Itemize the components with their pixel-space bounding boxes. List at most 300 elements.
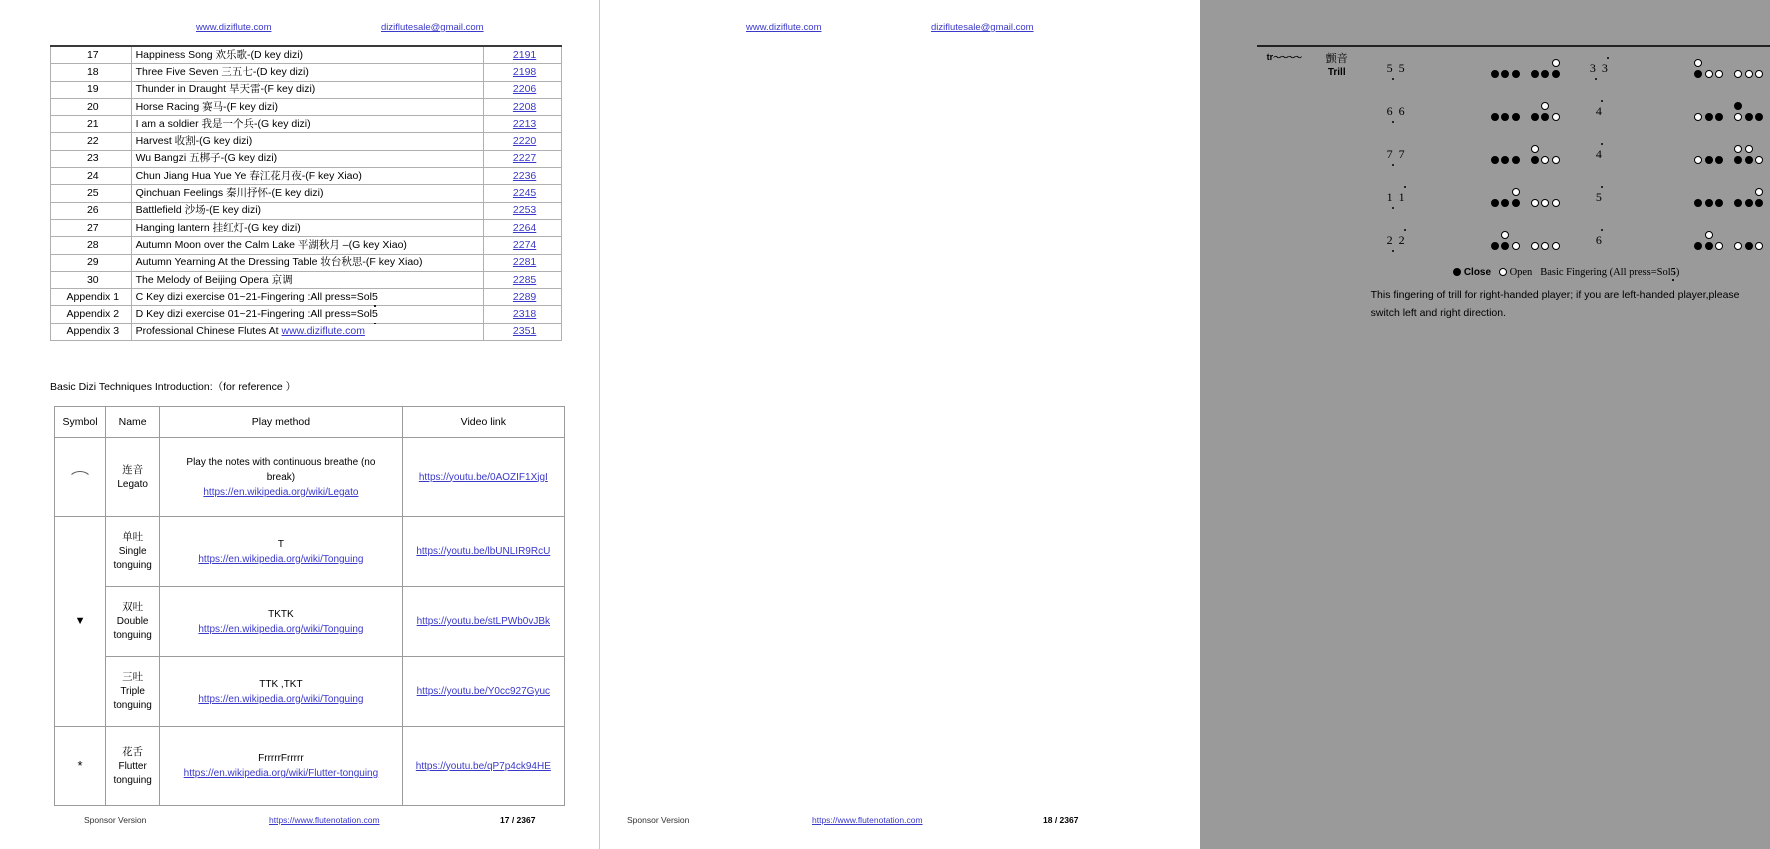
contents-row-page	[484, 98, 562, 115]
hole-4	[1531, 113, 1539, 121]
contents-row-title: Harvest 收割-(G key dizi)	[131, 133, 484, 150]
page-left	[0, 0, 599, 849]
techniques-header-row	[55, 407, 565, 438]
hole-6	[1755, 188, 1763, 196]
note-label-right	[1566, 219, 1637, 262]
hole-2	[1705, 102, 1713, 110]
technique-method-cell	[160, 438, 402, 517]
fingering-diagram-wrap	[1435, 59, 1560, 78]
contents-row-page	[484, 202, 562, 219]
hole-3	[1512, 145, 1520, 153]
technique-name-cn: 三吐	[122, 671, 144, 683]
contents-row-number: 19	[51, 81, 132, 98]
contents-title-dotted-numeral: 5	[371, 290, 378, 303]
table-row	[51, 98, 562, 115]
hole-group-right	[1734, 156, 1763, 164]
hole-5	[1745, 70, 1753, 78]
fingering-upper-row	[1694, 145, 1763, 154]
asterisk-icon	[55, 727, 106, 806]
technique-video-link[interactable]: https://youtu.be/Y0cc927Gyuc	[416, 686, 551, 697]
technique-method-link[interactable]: https://en.wikipedia.org/wiki/Tonguing	[198, 623, 364, 635]
contents-row-page	[484, 219, 562, 236]
hole-group-right	[1531, 242, 1560, 250]
fingering-upper-row	[1694, 188, 1763, 197]
table-row	[51, 306, 562, 323]
hole-2	[1705, 231, 1713, 239]
contents-page-link[interactable]: 2206	[512, 83, 537, 96]
contents-page-link[interactable]: 2220	[512, 135, 537, 148]
fingering-upper-row	[1491, 145, 1560, 154]
hole-4	[1734, 231, 1742, 239]
hole-group-left	[1491, 145, 1520, 154]
hole-2	[1501, 113, 1509, 121]
note-high-octave: 1	[1398, 189, 1411, 204]
hole-4	[1531, 199, 1539, 207]
technique-video-cell	[402, 438, 564, 517]
contents-page-link[interactable]: 2253	[512, 204, 537, 217]
fingering-upper-row	[1491, 231, 1560, 240]
open-hole-icon	[1499, 268, 1507, 276]
hole-group-gap	[1520, 59, 1531, 68]
hole-5	[1541, 242, 1549, 250]
hole-6	[1552, 102, 1560, 110]
hole-5	[1541, 188, 1549, 196]
contents-page-link[interactable]: 2264	[512, 221, 537, 234]
page-header	[0, 22, 599, 36]
contents-table	[50, 45, 562, 341]
hole-group-gap	[1723, 231, 1734, 240]
contents-title-text: D Key dizi exercise 01~21-Fingering :All press=Sol	[135, 308, 372, 321]
table-row	[51, 289, 562, 306]
contents-page-link[interactable]: 2191	[512, 48, 537, 61]
technique-method-cell	[160, 657, 402, 727]
fingering-diagram-wrap	[1638, 231, 1763, 250]
trill-symbol-cell	[1258, 46, 1311, 328]
fingering-main-row	[1694, 113, 1763, 121]
contents-page-link[interactable]: 2289	[512, 290, 537, 303]
note-label-left	[1363, 176, 1434, 219]
hole-group-right	[1734, 231, 1763, 240]
hole-3	[1715, 102, 1723, 110]
hole-4	[1734, 156, 1742, 164]
fingering-main-row	[1694, 199, 1763, 207]
technique-method-link[interactable]: https://en.wikipedia.org/wiki/Flutter-tonguing	[183, 768, 379, 779]
contents-row-number: 21	[51, 116, 132, 133]
hole-group-gap	[1520, 145, 1531, 154]
technique-name-cn: 花舌	[122, 745, 144, 758]
hole-group-gap	[1723, 145, 1734, 154]
hole-group-right	[1531, 102, 1560, 111]
header-website-link[interactable]: www.diziflute.com	[196, 22, 272, 33]
contents-row-number: 30	[51, 271, 132, 288]
note-low-octave: 3	[1589, 60, 1602, 75]
hole-1	[1491, 113, 1499, 121]
note-high-octave: 6	[1398, 103, 1411, 118]
hole-group-left	[1694, 113, 1723, 121]
hole-6	[1755, 145, 1763, 153]
hole-group-right	[1734, 113, 1763, 121]
contents-title-text: C Key dizi exercise 01~21-Fingering :All press=Sol	[135, 290, 372, 303]
hole-group-gap	[1520, 102, 1531, 111]
hole-4	[1734, 199, 1742, 207]
contents-row-number: 27	[51, 219, 132, 236]
hole-4	[1531, 231, 1539, 239]
technique-video-cell	[402, 657, 564, 727]
handedness-note-line-1: This fingering of trill for right-handed player; if you are left-handed player,please	[1370, 289, 1740, 301]
table-row	[55, 587, 565, 657]
hole-6	[1755, 242, 1763, 250]
table-row	[51, 323, 562, 340]
table-row	[51, 254, 562, 271]
contents-row-number: Appendix 2	[51, 306, 132, 323]
header-email-link[interactable]: diziflutesale@gmail.com	[931, 22, 1034, 33]
th-name: Name	[106, 407, 160, 438]
hole-1	[1694, 59, 1702, 67]
hole-group-left	[1491, 242, 1520, 250]
hole-1	[1491, 102, 1499, 110]
contents-row-number: 17	[51, 46, 132, 64]
technique-method-link[interactable]: https://en.wikipedia.org/wiki/Tonguing	[198, 553, 364, 565]
hole-group-left	[1491, 231, 1520, 240]
hole-4	[1734, 59, 1742, 67]
fingering-diagram-right	[1637, 176, 1769, 219]
hole-2	[1705, 59, 1713, 67]
hole-6	[1552, 59, 1560, 67]
hole-2	[1501, 242, 1509, 250]
note-high-octave: 6	[1595, 232, 1608, 247]
hole-1	[1694, 231, 1702, 239]
hole-5	[1745, 145, 1753, 153]
contents-row-number: 26	[51, 202, 132, 219]
note-high-octave: 4	[1595, 103, 1608, 118]
legato-slur-icon	[55, 438, 106, 517]
hole-4	[1531, 242, 1539, 250]
contents-row-page	[484, 116, 562, 133]
technique-method-link[interactable]: https://en.wikipedia.org/wiki/Legato	[203, 486, 359, 498]
legend-close-label: Close	[1463, 266, 1492, 278]
hole-group-right	[1734, 70, 1763, 78]
fingering-main-row	[1491, 242, 1560, 250]
contents-row-page	[484, 271, 562, 288]
note-high-octave: 7	[1398, 146, 1411, 161]
hole-group-right	[1734, 199, 1763, 207]
fingering-upper-row	[1491, 102, 1560, 111]
handedness-note-line-2: switch left and right direction.	[1370, 307, 1507, 319]
fingering-diagram-wrap	[1638, 188, 1763, 207]
hole-6	[1552, 188, 1560, 196]
footer-sponsor-label: Sponsor Version	[84, 815, 147, 825]
hole-group-right	[1734, 188, 1763, 197]
hole-5	[1745, 199, 1753, 207]
technique-name-cell	[106, 587, 160, 657]
hole-1	[1694, 156, 1702, 164]
technique-video-cell	[402, 587, 564, 657]
hole-4	[1734, 113, 1742, 121]
hole-5	[1541, 113, 1549, 121]
table-row	[1258, 46, 1770, 90]
contents-row-title: The Melody of Beijing Opera 京调	[131, 271, 484, 288]
contents-page-link[interactable]: 2318	[512, 308, 537, 321]
hole-group-right	[1531, 145, 1560, 154]
hole-6	[1755, 231, 1763, 239]
header-website-link[interactable]: www.diziflute.com	[746, 22, 822, 33]
fingering-diagram-wrap	[1435, 188, 1560, 207]
technique-name-en: Flutter	[118, 760, 147, 772]
technique-video-link[interactable]: https://youtu.be/stLPWb0vJBk	[416, 616, 551, 627]
contents-title-text: Professional Chinese Flutes At	[135, 325, 282, 338]
hole-6	[1755, 70, 1763, 78]
note-low-octave: 1	[1386, 189, 1399, 204]
note-low-octave: 2	[1386, 232, 1399, 247]
hole-1	[1491, 242, 1499, 250]
contents-row-title	[131, 306, 484, 323]
hole-1	[1694, 242, 1702, 250]
page-right	[599, 0, 1740, 849]
hole-3	[1512, 113, 1520, 121]
table-row	[51, 64, 562, 81]
fingering-diagram-right	[1637, 46, 1769, 90]
contents-page-link[interactable]: 2351	[512, 325, 537, 338]
contents-row-page	[484, 323, 562, 340]
contents-row-number: 20	[51, 98, 132, 115]
note-label-right	[1566, 176, 1637, 219]
hole-group-left	[1694, 242, 1723, 250]
hole-3	[1715, 113, 1723, 121]
contents-row-title: Horse Racing 赛马-(F key dizi)	[131, 98, 484, 115]
technique-method-link[interactable]: https://en.wikipedia.org/wiki/Tonguing	[198, 693, 364, 705]
th-video-link: Video link	[402, 407, 564, 438]
hole-6	[1552, 70, 1560, 78]
technique-method-cell	[160, 727, 402, 806]
fingering-legend	[1363, 262, 1769, 283]
footer-sponsor-label: Sponsor Version	[627, 815, 690, 825]
hole-group-left	[1694, 145, 1723, 154]
fingering-handedness-note	[1363, 283, 1769, 328]
fingering-diagram-wrap	[1435, 231, 1560, 250]
table-row	[51, 46, 562, 64]
note-label-right	[1566, 46, 1637, 90]
technique-method-text: T	[277, 538, 284, 550]
hole-2	[1705, 145, 1713, 153]
contents-row-number: 23	[51, 150, 132, 167]
technique-video-cell	[402, 727, 564, 806]
contents-row-title: Three Five Seven 三五七-(D key dizi)	[131, 64, 484, 81]
hole-group-left	[1694, 102, 1723, 111]
trill-name-cell	[1310, 46, 1363, 328]
hole-group-left	[1491, 113, 1520, 121]
hole-6	[1755, 113, 1763, 121]
technique-method-text: FrrrrrFrrrrr	[258, 753, 304, 764]
fingering-main-row	[1491, 199, 1560, 207]
footer-page-number: 18 / 2367	[1043, 815, 1079, 825]
hole-1	[1694, 199, 1702, 207]
hole-5	[1745, 231, 1753, 239]
technique-method-text-2: break)	[266, 471, 296, 483]
note-label-right	[1566, 90, 1637, 133]
hole-2	[1501, 199, 1509, 207]
hole-1	[1694, 102, 1702, 110]
trill-tr-label: tr	[1266, 52, 1274, 62]
hole-2	[1705, 113, 1713, 121]
contents-page-link[interactable]: 2208	[512, 100, 537, 113]
contents-row-number: 29	[51, 254, 132, 271]
hole-5	[1541, 145, 1549, 153]
technique-name-cell	[106, 438, 160, 517]
technique-name-cell	[106, 657, 160, 727]
contents-page-link[interactable]: 2227	[512, 152, 537, 165]
fingering-diagram-left	[1434, 133, 1566, 176]
hole-group-right	[1531, 156, 1560, 164]
footer-site-link[interactable]: https://www.flutenotation.com	[269, 815, 380, 825]
footer-site-link[interactable]: https://www.flutenotation.com	[812, 815, 923, 825]
hole-2	[1501, 156, 1509, 164]
table-row	[51, 271, 562, 288]
hole-3	[1715, 199, 1723, 207]
technique-name-en-2: tonguing	[113, 700, 152, 711]
hole-6	[1552, 145, 1560, 153]
contents-row-page	[484, 64, 562, 81]
hole-group-left	[1491, 59, 1520, 68]
table-row	[51, 185, 562, 202]
hole-1	[1491, 156, 1499, 164]
hole-group-gap	[1723, 59, 1734, 68]
contents-row-title: Chun Jiang Hua Yue Ye 春江花月夜-(F key Xiao)	[131, 168, 484, 185]
table-row	[55, 517, 565, 587]
contents-row-page	[484, 289, 562, 306]
technique-name-en: Legato	[117, 478, 148, 490]
note-label-left	[1363, 46, 1434, 90]
hole-group-left	[1491, 102, 1520, 111]
hole-5	[1745, 242, 1753, 250]
hole-2	[1501, 188, 1509, 196]
contents-page-link[interactable]: 2236	[512, 169, 537, 182]
fingering-main-row	[1694, 242, 1763, 250]
hole-2	[1501, 70, 1509, 78]
hole-group-left	[1491, 199, 1520, 207]
table-row	[51, 133, 562, 150]
technique-method-cell	[160, 587, 402, 657]
fingering-diagram-right	[1637, 90, 1769, 133]
contents-row-number: 25	[51, 185, 132, 202]
note-low-octave: 6	[1386, 103, 1399, 118]
technique-name-en: Double	[116, 616, 149, 627]
hole-5	[1541, 59, 1549, 67]
table-row	[51, 168, 562, 185]
technique-name-en-2: tonguing	[113, 560, 152, 571]
fingering-diagram-left	[1434, 219, 1566, 262]
contents-row-title: Battlefield 沙场-(E key dizi)	[131, 202, 484, 219]
hole-6	[1552, 242, 1560, 250]
hole-6	[1755, 59, 1763, 67]
hole-group-left	[1694, 70, 1723, 78]
table-row	[55, 657, 565, 727]
technique-name-cn: 连音	[122, 463, 144, 476]
contents-page-link[interactable]: 2213	[512, 117, 537, 130]
techniques-table	[54, 406, 565, 806]
hole-1	[1694, 113, 1702, 121]
hole-3	[1512, 231, 1520, 239]
table-row	[51, 116, 562, 133]
contents-row-page	[484, 306, 562, 323]
contents-row-number: Appendix 1	[51, 289, 132, 306]
trill-name-en: Trill	[1327, 67, 1346, 78]
contents-title-link[interactable]: www.diziflute.com	[281, 325, 365, 338]
fingering-diagram-wrap	[1435, 145, 1560, 164]
technique-name-cell	[106, 517, 160, 587]
contents-page-link[interactable]: 2198	[512, 65, 537, 78]
fingering-main-row	[1694, 70, 1763, 78]
hole-6	[1755, 156, 1763, 164]
hole-3	[1715, 70, 1723, 78]
contents-row-number: 22	[51, 133, 132, 150]
fingering-diagram-left	[1434, 46, 1566, 90]
hole-5	[1745, 113, 1753, 121]
fingering-diagram-wrap	[1638, 145, 1763, 164]
fingering-main-row	[1491, 113, 1560, 121]
hole-6	[1552, 113, 1560, 121]
hole-group-right	[1531, 113, 1560, 121]
note-high-octave: 3	[1601, 60, 1614, 75]
technique-name-cell	[106, 727, 160, 806]
technique-name-en-2: tonguing	[113, 774, 152, 786]
hole-3	[1715, 231, 1723, 239]
hole-1	[1491, 188, 1499, 196]
hole-3	[1512, 59, 1520, 67]
technique-name-cn: 双吐	[122, 601, 144, 613]
header-email-link[interactable]: diziflutesale@gmail.com	[381, 22, 484, 33]
note-high-octave: 5	[1595, 189, 1608, 204]
contents-row-number: 24	[51, 168, 132, 185]
fingering-upper-row	[1491, 188, 1560, 197]
contents-row-page	[484, 150, 562, 167]
technique-video-link[interactable]: https://youtu.be/0AOZIF1XjgI	[418, 471, 548, 483]
page-footer-right	[600, 815, 1200, 829]
contents-row-page	[484, 185, 562, 202]
technique-method-text: TKTK	[268, 608, 294, 620]
triangle-down-glyph: ▼	[74, 615, 86, 627]
fingering-diagram-wrap	[1435, 102, 1560, 121]
hole-6	[1552, 156, 1560, 164]
hole-6	[1755, 199, 1763, 207]
contents-page-link[interactable]: 2285	[512, 273, 537, 286]
note-label-right	[1566, 133, 1637, 176]
legend-open-label: Open	[1509, 266, 1533, 278]
technique-video-link[interactable]: https://youtu.be/lbUNLIR9RcU	[416, 546, 551, 557]
fingering-diagram-right	[1637, 133, 1769, 176]
table-row	[51, 219, 562, 236]
hole-2	[1501, 102, 1509, 110]
contents-row-page	[484, 237, 562, 254]
fingering-diagram-left	[1434, 90, 1566, 133]
contents-page-link[interactable]: 2274	[512, 238, 537, 251]
legato-slur-shape	[68, 471, 92, 481]
fingering-upper-row	[1694, 102, 1763, 111]
hole-group-gap	[1520, 188, 1531, 197]
hole-4	[1531, 188, 1539, 196]
contents-page-link[interactable]: 2281	[512, 256, 537, 269]
hole-group-right	[1531, 188, 1560, 197]
contents-page-link[interactable]: 2245	[512, 187, 537, 200]
technique-name-en-2: tonguing	[113, 630, 152, 641]
technique-method-cell	[160, 517, 402, 587]
hole-group-right	[1531, 199, 1560, 207]
hole-group-gap	[1723, 102, 1734, 111]
hole-group-left	[1491, 70, 1520, 78]
technique-video-link[interactable]: https://youtu.be/qP7p4ck94HE	[415, 760, 551, 772]
hole-2	[1705, 70, 1713, 78]
contents-row-title: Thunder in Draught 旱天雷-(F key dizi)	[131, 81, 484, 98]
hole-3	[1512, 156, 1520, 164]
